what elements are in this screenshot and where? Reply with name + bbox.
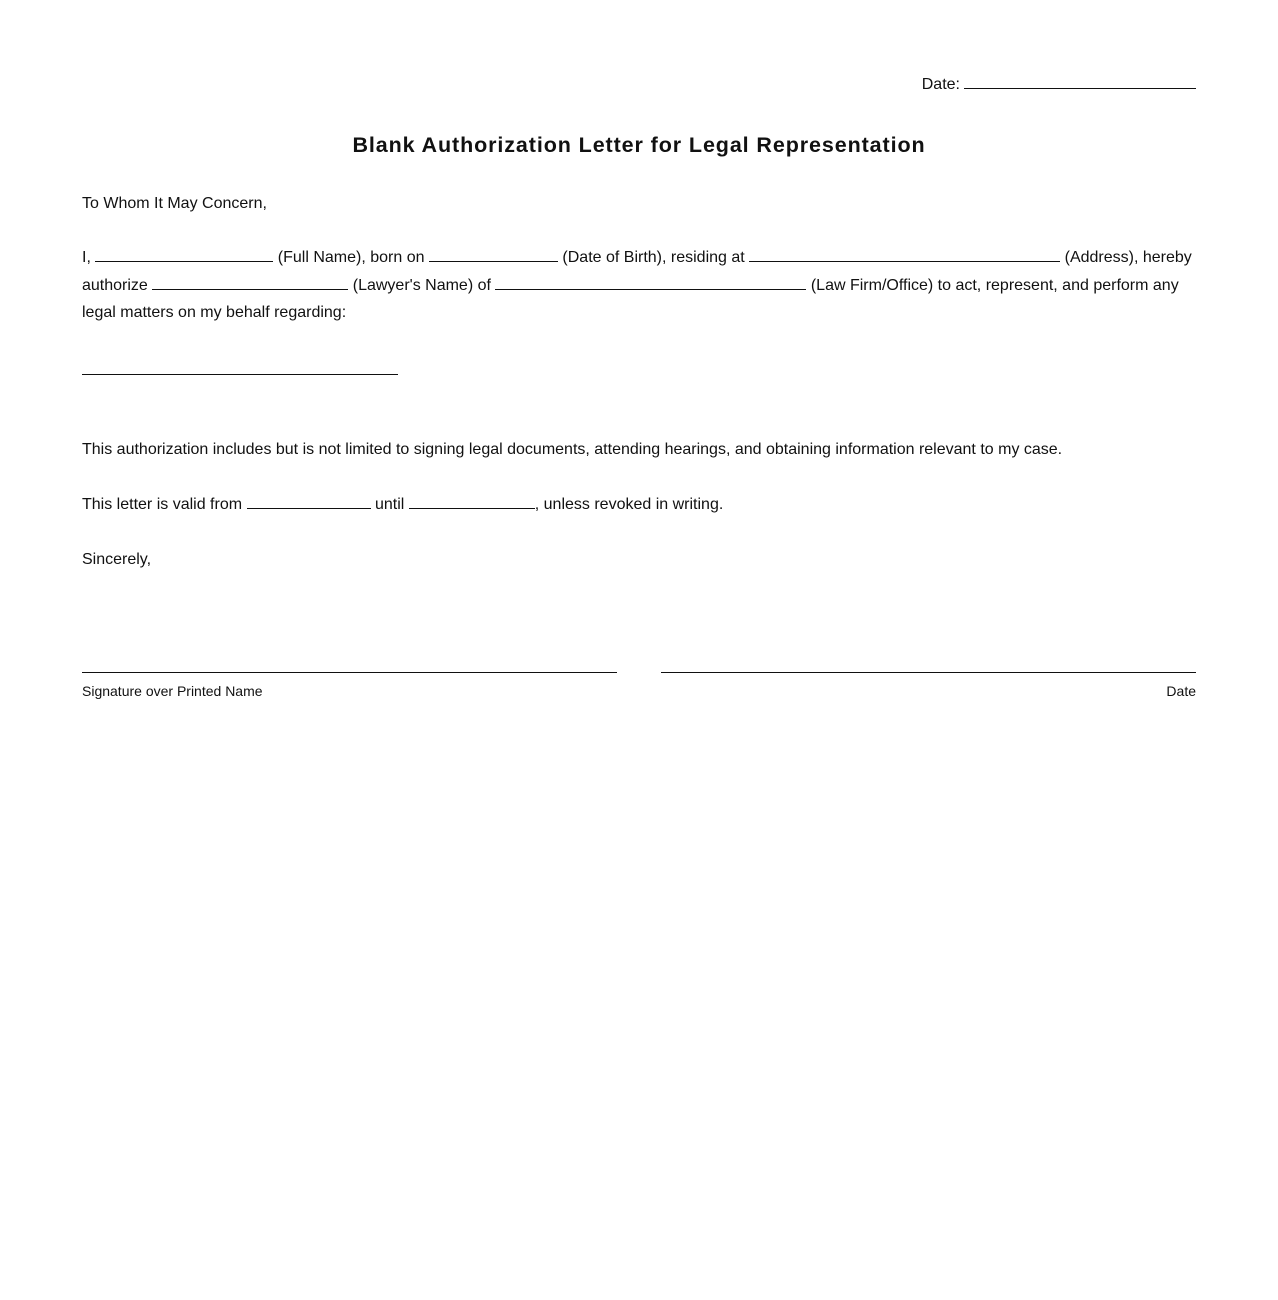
para1-text-6: (Law Firm/Office) to act, represent, and perform any legal matters on my behalf regarding: xyxy=(82,276,1179,321)
address-blank[interactable] xyxy=(749,244,1060,262)
greeting: To Whom It May Concern, xyxy=(82,195,267,212)
signature-date-line[interactable] xyxy=(661,672,1196,673)
valid-until-blank[interactable] xyxy=(409,491,535,509)
signature-line[interactable] xyxy=(82,672,617,673)
lawyer-name-blank[interactable] xyxy=(152,272,348,290)
date-label: Date: xyxy=(921,76,960,93)
date-of-birth-blank[interactable] xyxy=(429,244,558,262)
law-firm-blank[interactable] xyxy=(495,272,806,290)
scope-paragraph: This authorization includes but is not limited to signing legal documents, attending hearings, and obtaining information relevant to my case. xyxy=(82,441,1063,458)
validity-paragraph xyxy=(82,491,1196,519)
document-title: Blank Authorization Letter for Legal Representation xyxy=(352,133,926,157)
signature-label: Signature over Printed Name xyxy=(82,683,263,699)
valid-from-blank[interactable] xyxy=(247,491,371,509)
signature-date-label: Date xyxy=(1166,683,1196,699)
para1-text-5: (Lawyer's Name) of xyxy=(352,276,491,294)
para1-text-1: I, xyxy=(82,249,91,266)
para1-text-3: (Date of Birth), residing at xyxy=(562,249,745,266)
para1-text-4: (Address), hereby authorize xyxy=(82,249,1192,294)
closing: Sincerely, xyxy=(82,551,152,568)
date-blank-line[interactable] xyxy=(964,72,1196,89)
validity-text-3: , unless revoked in writing. xyxy=(534,496,724,513)
validity-text-2: until xyxy=(374,496,405,513)
full-name-blank[interactable] xyxy=(95,244,273,262)
header-date-field xyxy=(922,72,1196,95)
matter-description-blank[interactable] xyxy=(82,374,398,375)
authorization-paragraph xyxy=(82,244,1196,327)
para1-text-2: (Full Name), born on xyxy=(277,249,425,266)
validity-text-1: This letter is valid from xyxy=(82,496,243,513)
